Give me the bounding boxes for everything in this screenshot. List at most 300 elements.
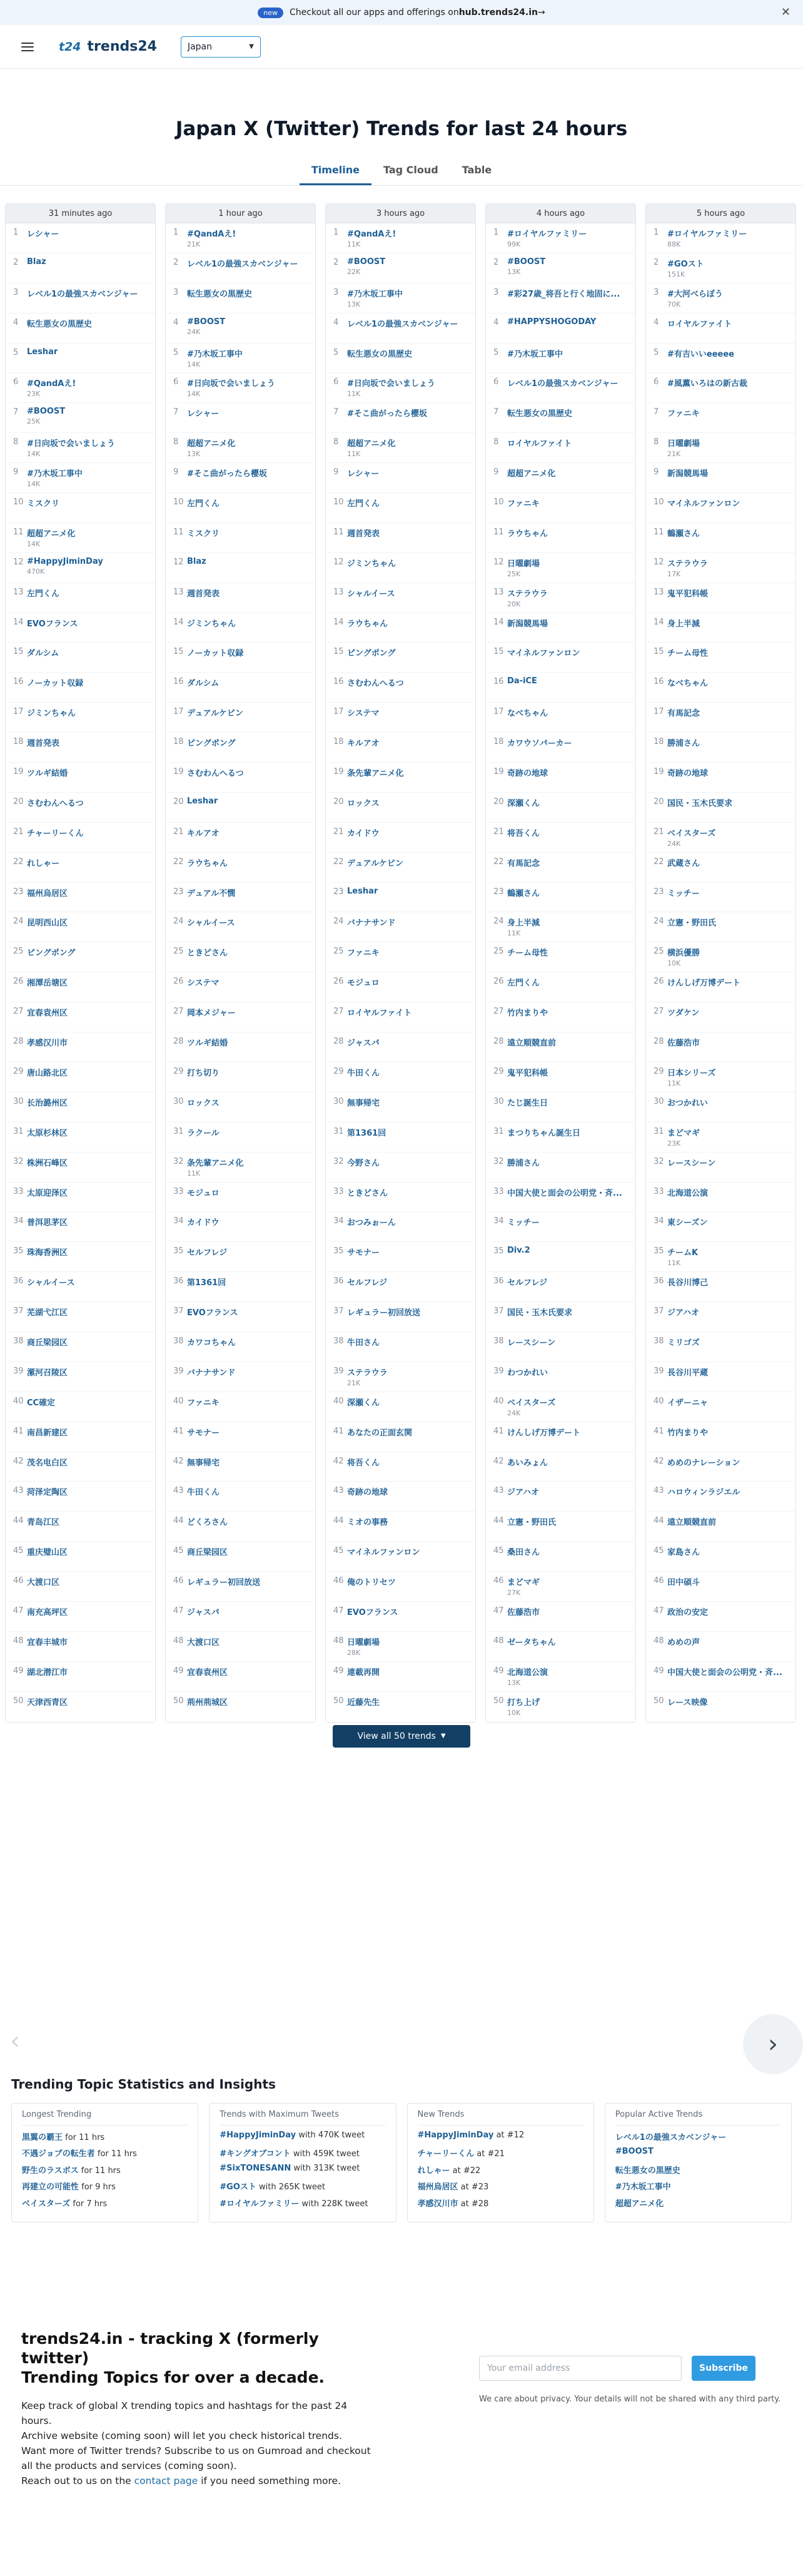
trend-link[interactable]: EVOフランス [27,619,78,629]
stats-trend-link[interactable]: レベル1の最強スカベンジャー [615,2132,727,2142]
stats-trend-link[interactable]: 孝感汉川市 [417,2199,458,2209]
trend-link[interactable]: 遠立順競直前 [667,1518,717,1528]
trend-link[interactable]: 南昌新建区 [27,1428,68,1438]
trend-link[interactable]: 珠海香洲区 [27,1248,68,1258]
footer-text-1: Keep track of global X trending topics and hashtags for the past 24 hours. [21,2400,348,2427]
trend-link[interactable]: なべちゃん [507,709,548,719]
trend-link[interactable]: ラウちゃん [187,858,228,868]
trend-link[interactable]: ツルギ結婚 [27,769,68,779]
trend-link[interactable]: 佐藤浩市 [667,1039,700,1049]
trend-link[interactable]: れしゃー [27,858,60,868]
stats-trend-link[interactable]: 超超アニメ化 [615,2199,664,2209]
trend-link[interactable]: 条先輩アニメ化 [187,1158,244,1168]
trend-link[interactable]: #BOOST [507,257,546,267]
chevron-left-icon[interactable]: ‹ [10,2026,20,2055]
trend-link[interactable]: ミリゴズ [667,1338,700,1348]
trend-link[interactable]: たじ誕生日 [507,1098,548,1108]
trend-link[interactable]: けんしげ万博デート [667,979,741,989]
trend-link[interactable]: 鶴瀬さん [667,529,700,539]
trend-link[interactable]: 佐藤浩市 [507,1607,540,1617]
trend-link[interactable]: #そこ曲がったら櫻坂 [187,469,267,479]
trend-link[interactable]: #日向坂で会いましょう [27,439,115,449]
trend-link[interactable]: 身上半減 [667,619,700,629]
trend-link[interactable]: めめの声 [667,1637,700,1647]
tab-timeline[interactable]: Timeline [300,164,371,185]
trend-link[interactable]: カワウソパーカー [507,739,572,749]
trend-link[interactable]: 政治の安定 [667,1607,709,1617]
trend-link[interactable]: 中国大使と面会の公明党・斉... [667,1667,782,1677]
trend-link[interactable]: 有馬記念 [667,709,700,719]
trend-link[interactable]: 长治潞州区 [27,1098,68,1108]
trend-link[interactable]: ベイスターズ [507,1398,556,1408]
trend-link[interactable]: バナナサンド [187,1368,236,1378]
trend-link[interactable]: 北海道公演 [667,1188,709,1198]
stats-trend-link[interactable]: #SixTONESANN [220,2163,291,2173]
trend-link[interactable]: ノーカット収録 [187,649,244,659]
stats-trend-link[interactable]: ベイスターズ [22,2199,71,2209]
trend-link[interactable]: モジュロ [347,979,380,989]
trend-link[interactable]: Div.2 [507,1246,530,1256]
trend-link[interactable]: #乃木坂工事中 [347,289,403,299]
trend-rank: 4 [493,317,499,327]
trend-link[interactable]: レギュラー初回放送 [187,1578,261,1588]
close-icon[interactable]: ✕ [780,6,790,19]
trend-link[interactable]: 深瀬くん [507,798,540,808]
stats-trend-link[interactable]: 黒翼の覇王 [22,2132,63,2142]
trend-link[interactable]: 将吾くん [507,828,540,838]
trend-item [6,883,155,913]
trend-link[interactable]: ファニキ [667,409,700,419]
trend-link[interactable]: 有馬記念 [507,858,540,868]
trend-link[interactable]: 週首発表 [187,589,220,599]
trend-link[interactable]: ステラウラ [667,559,708,569]
trend-link[interactable]: #GOスト [667,259,704,269]
trend-link[interactable]: 週首発表 [27,739,60,749]
trend-link[interactable]: 牛田くん [347,1068,380,1078]
trend-link[interactable]: 孝感汉川市 [27,1039,68,1049]
trend-link[interactable]: 日曜劇場 [347,1637,380,1647]
trend-link[interactable]: 勝浦さん [667,739,700,749]
stats-suffix: with 470K tweet [296,2130,365,2140]
trend-link[interactable]: セルフレジ [187,1248,228,1258]
trend-link[interactable]: ピングポング [27,949,76,959]
stats-suffix: with 459K tweet [290,2149,360,2159]
trend-link[interactable]: 茂名电白区 [27,1458,68,1468]
trend-link[interactable]: 左門くん [347,499,380,509]
trend-link[interactable]: まつりちゃん誕生日 [507,1128,581,1138]
trend-link[interactable]: #日向坂で会いましょう [347,379,435,389]
trend-link[interactable]: #乃木坂工事中 [507,349,563,359]
stats-trend-link[interactable]: #BOOST [615,2147,654,2157]
trend-link[interactable]: Leshar [27,347,58,357]
trend-link[interactable]: 昆明西山区 [27,919,68,929]
trend-link[interactable]: 宜春袁州区 [27,1009,68,1019]
trend-link[interactable]: 大渡口区 [187,1637,220,1647]
trend-link[interactable]: 超超アニメ化 [187,439,236,449]
trend-link[interactable]: 牛田さん [347,1338,380,1348]
trend-link[interactable]: ジャスパ [347,1039,380,1049]
trend-link[interactable]: Da-iCE [507,676,537,686]
trend-link[interactable]: ファニキ [187,1398,220,1408]
trend-item [166,703,315,733]
trend-link[interactable]: #彩27歳_将吾と行く地固に... [507,289,620,299]
trend-link[interactable]: ファニキ [347,949,380,959]
contact-link[interactable]: contact page [134,2475,198,2487]
trend-link[interactable]: 菏泽定陶区 [27,1488,68,1498]
trend-link[interactable]: 無事帰宅 [347,1098,380,1108]
trend-link[interactable]: 唐山路北区 [27,1068,68,1078]
trend-link[interactable]: #日向坂で会いましょう [187,379,275,389]
trend-link[interactable]: 立憲・野田氏 [507,1518,557,1528]
trend-link[interactable]: レベル1の最強スカベンジャー [187,259,298,269]
trend-link[interactable]: 家島さん [667,1548,700,1558]
trend-link[interactable]: イザーニャ [667,1398,709,1408]
trend-link[interactable]: 商丘梁园区 [187,1548,228,1558]
trend-link[interactable]: ピングポング [187,739,236,749]
tab-table[interactable]: Table [462,164,492,176]
trend-link[interactable]: 日曜劇場 [667,439,700,449]
trend-link[interactable]: 東シーズン [667,1218,708,1228]
trend-link[interactable]: #そこ曲がったら櫻坂 [347,409,427,419]
trend-link[interactable]: Blaz [187,556,206,566]
trend-link[interactable]: 漯河召陵区 [27,1368,68,1378]
trend-link[interactable]: ラクール [187,1128,220,1138]
trend-link[interactable]: ダルシム [187,679,220,689]
trend-link[interactable]: シャルイース [347,589,395,599]
trend-link[interactable]: #大河べらぼう [667,289,723,299]
stats-trend-link[interactable]: れしゃー [417,2166,450,2176]
trend-link[interactable]: ミスクリ [187,529,220,539]
trend-link[interactable]: 身上半減 [507,919,540,929]
trend-link[interactable]: 竹内まりや [667,1428,709,1438]
trend-link[interactable]: マイネルファンロン [507,649,580,659]
trend-link[interactable]: 青岛江区 [27,1518,60,1528]
trend-link[interactable]: #HappyJiminDay [27,556,103,566]
stats-trend-link[interactable]: #HappyJiminDay [220,2130,296,2140]
trend-link[interactable]: ミオの事務 [347,1518,388,1528]
trend-link[interactable]: マイネルファンロン [347,1548,420,1558]
trend-link[interactable]: 鬼平犯科帳 [667,589,709,599]
trend-link[interactable]: さむわんへるつ [27,798,84,808]
chevron-right-icon[interactable]: › [743,2014,803,2074]
trend-link[interactable]: #BOOST [347,257,386,267]
trend-link[interactable]: 俺のトリセツ [347,1578,396,1588]
trend-link[interactable]: チーム母性 [507,949,548,959]
trend-link[interactable]: チームK [667,1248,699,1258]
trend-link[interactable]: おつみぉーん [347,1218,396,1228]
trend-link[interactable]: セルフレジ [507,1278,548,1288]
trend-link[interactable]: カイドウ [187,1218,220,1228]
trend-link[interactable]: おつかれい [667,1098,708,1108]
trend-link[interactable]: 連載再開 [347,1667,380,1677]
trend-link[interactable]: 今野さん [347,1158,380,1168]
trend-link[interactable]: まどマギ [667,1128,700,1138]
trend-link[interactable]: なべちゃん [667,679,709,689]
trend-link[interactable]: チーム母性 [667,649,709,659]
trend-link[interactable]: 転生悪女の黒歴史 [347,349,413,359]
trend-link[interactable]: 太原迎泽区 [27,1188,68,1198]
trend-link[interactable]: ロイヤルファイト [347,1009,412,1019]
trend-link[interactable]: 近藤先生 [347,1698,380,1708]
tab-tag-cloud[interactable]: Tag Cloud [383,164,438,176]
trend-link[interactable]: ラウちゃん [507,529,548,539]
view-all-button[interactable] [333,1725,470,1748]
trend-link[interactable]: #風薫いろはの新古裁 [667,379,747,389]
trend-link[interactable]: 遠立順競直前 [507,1039,557,1049]
trend-link[interactable]: Leshar [187,796,218,806]
trend-link[interactable]: ツルギ結婚 [187,1039,228,1049]
trend-link[interactable]: レースシーン [667,1158,716,1168]
trend-link[interactable]: デュアル不憫 [187,888,236,899]
trend-link[interactable]: ラウちゃん [347,619,388,629]
trend-link[interactable]: 奇跡の地球 [667,769,709,779]
trend-link[interactable]: シャルイース [27,1278,75,1288]
trend-link[interactable]: ファニキ [507,499,540,509]
trend-link[interactable]: 普洱思茅区 [27,1218,68,1228]
trend-link[interactable]: まどマギ [507,1578,540,1588]
trend-link[interactable]: 奇跡の地球 [347,1488,388,1498]
trend-link[interactable]: 長谷川平蔵 [667,1368,709,1378]
trend-link[interactable]: 鬼平犯科帳 [507,1068,548,1078]
trend-link[interactable]: レシャー [187,409,220,419]
trend-link[interactable]: 国民・玉木氏要求 [667,798,733,808]
trend-link[interactable]: 左門くん [27,589,60,599]
stats-trend-link[interactable]: #キングオブコント [220,2149,291,2159]
trend-link[interactable]: 田中碩斗 [667,1578,700,1588]
trend-link[interactable]: ミスクリ [27,499,60,509]
stats-trend-link[interactable]: 福州烏居区 [417,2182,458,2192]
trend-link[interactable]: あなたの正面玄関 [347,1428,413,1438]
trend-link[interactable]: 大渡口区 [27,1578,60,1588]
footer-heading-line2: Trending Topics for over a decade. [21,2368,325,2387]
trend-link[interactable]: バナナサンド [347,919,396,929]
trend-link[interactable]: ステラウラ [507,589,548,599]
trend-link[interactable]: 天津西青区 [27,1698,68,1708]
trend-link[interactable]: ツダケン [667,1009,700,1019]
hub-link[interactable]: hub.trends24.in [458,8,538,18]
trend-link[interactable]: レース映像 [667,1698,708,1708]
trend-link[interactable]: #乃木坂工事中 [187,349,243,359]
trend-link[interactable]: 転生悪女の黒歴史 [27,319,93,329]
trend-link[interactable]: #QandAえ! [187,230,236,239]
trend-link[interactable]: 奇跡の地球 [507,769,548,779]
trend-link[interactable]: システマ [347,709,380,719]
trend-link[interactable]: ときどさん [187,949,228,959]
trend-link[interactable]: 株洲石峰区 [27,1158,68,1168]
trend-link[interactable]: 超超アニメ化 [347,439,396,449]
trend-link[interactable]: Leshar [347,886,378,896]
trend-rank: 47 [654,1606,664,1616]
trend-link[interactable]: 週首発表 [347,529,380,539]
trend-link[interactable]: 桑田さん [507,1548,540,1558]
menu-icon[interactable] [21,43,34,51]
trend-link[interactable]: マイネルファンロン [667,499,740,509]
trend-link[interactable]: ミッチー [507,1218,540,1228]
trend-link[interactable]: #QandAえ! [27,379,76,389]
stats-suffix: for 9 hrs [79,2182,116,2192]
stats-trend-link[interactable]: #乃木坂工事中 [615,2182,671,2192]
trend-link[interactable]: キルアオ [347,739,380,749]
trend-link[interactable]: セルフレジ [347,1278,388,1288]
trend-link[interactable]: 第1361回 [347,1128,386,1138]
trend-link[interactable]: 左門くん [187,499,220,509]
trend-link[interactable]: デュアルケビン [347,858,403,868]
trend-link[interactable]: レベル1の最強スカベンジャー [347,319,458,329]
trend-link[interactable]: チャーリーくん [27,828,84,838]
trend-link[interactable]: ジミンちゃん [347,559,396,569]
trend-rank: 20 [13,797,24,807]
trend-link[interactable]: ハロウィンラジエル [667,1488,740,1498]
trend-link[interactable]: 太原杉林区 [27,1128,68,1138]
trend-link[interactable]: 深瀬くん [347,1398,380,1408]
trend-link[interactable]: あいみょん [507,1458,548,1468]
trend-link[interactable]: デュアルケビン [187,709,243,719]
trend-link[interactable]: 竹内まりや [507,1009,548,1019]
trend-link[interactable]: ベイスターズ [667,828,716,838]
trend-rank: 11 [333,527,344,537]
trend-link[interactable]: キルアオ [187,828,220,838]
trend-link[interactable]: 宜春袁州区 [187,1667,228,1677]
trend-link[interactable]: めめのナレーション [667,1458,740,1468]
trend-link[interactable]: サモナー [187,1428,220,1438]
trend-link[interactable]: 条先輩アニメ化 [347,769,404,779]
trend-link[interactable]: 長谷川博己 [667,1278,709,1288]
stats-trend-link[interactable]: #HappyJiminDay [417,2130,494,2140]
trend-link[interactable]: 岡本メジャー [187,1009,236,1019]
stats-trend-link[interactable]: 転生悪女の黒歴史 [615,2166,680,2176]
trend-link[interactable]: 武蔵さん [667,858,700,868]
trend-link[interactable]: ジアハオ [507,1488,539,1498]
trend-link[interactable]: シャルイース [187,919,235,929]
trend-link[interactable]: 打ち上げ [507,1698,540,1708]
trend-link[interactable]: 第1361回 [187,1278,226,1288]
trend-link[interactable]: カイドウ [347,828,380,838]
trend-link[interactable]: レベル1の最強スカベンジャー [27,289,138,299]
trend-link[interactable]: #QandAえ! [347,230,396,239]
trend-link[interactable]: #BOOST [187,317,226,327]
trend-link[interactable]: EVOフランス [347,1607,398,1617]
trend-link[interactable]: レシャー [347,469,380,479]
trend-link[interactable]: 湘潭岳塘区 [27,979,68,989]
trend-link[interactable]: ゼータちゃん [507,1637,556,1647]
stats-trend-link[interactable]: #ロイヤルファミリー [220,2199,300,2209]
trend-link[interactable]: レシャー [27,230,59,239]
trend-link[interactable]: ジャスパ [187,1607,220,1617]
stats-trend-link[interactable]: 野生のラスボス [22,2166,79,2176]
trend-link[interactable]: #有吉いいeeeee [667,349,734,359]
trend-link[interactable]: ジアハオ [667,1308,699,1318]
trend-link[interactable]: 国民・玉木氏要求 [507,1308,573,1318]
trend-link[interactable]: 日本シリーズ [667,1068,716,1078]
trend-link[interactable]: 荊州荊城区 [187,1698,228,1708]
trend-link[interactable]: #乃木坂工事中 [27,469,83,479]
trend-link[interactable]: サモナー [347,1248,380,1258]
trend-link[interactable]: 超超アニメ化 [27,529,76,539]
trend-link[interactable]: 超超アニメ化 [507,469,556,479]
trend-link[interactable]: 打ち切り [187,1068,220,1078]
trend-link[interactable]: 新潟競馬場 [507,619,548,629]
trend-link[interactable]: さむわんへるつ [347,679,404,689]
logo[interactable] [59,39,157,54]
trend-link[interactable]: ジミンちゃん [27,709,76,719]
stats-trend-link[interactable]: 再建立の可能性 [22,2182,79,2192]
stats-trend-link[interactable]: 不遇ジョブの転生者 [22,2149,95,2159]
trend-rank: 40 [13,1396,24,1406]
trend-link[interactable]: 無事帰宅 [187,1458,220,1468]
stats-trend-link[interactable]: チャーリーくん [417,2149,475,2159]
trend-link[interactable]: #ロイヤルファミリー [507,230,587,239]
trend-link[interactable]: CC確定 [27,1398,56,1408]
trend-link[interactable]: 左門くん [507,979,540,989]
trend-link[interactable]: さむわんへるつ [187,769,244,779]
trend-link[interactable]: 横浜優勝 [667,949,700,959]
trend-link[interactable]: #ロイヤルファミリー [667,230,747,239]
trend-link[interactable]: ミッチー [667,888,700,899]
trend-link[interactable]: 将吾くん [347,1458,380,1468]
trend-link[interactable]: 転生悪女の黒歴史 [187,289,253,299]
trend-link[interactable]: #HAPPYSHOGODAY [507,317,597,327]
trend-link[interactable]: 湖北潜江市 [27,1667,68,1677]
trend-link[interactable]: ステラウラ [347,1368,388,1378]
trend-link[interactable]: ロックス [347,798,380,808]
trend-item [646,1572,795,1602]
trend-link[interactable]: ロックス [187,1098,220,1108]
trend-link[interactable]: ジミンちゃん [187,619,236,629]
trend-link[interactable]: ピングポング [347,649,396,659]
trend-link[interactable]: EVOフランス [187,1308,238,1318]
trend-link[interactable]: 勝浦さん [507,1158,540,1168]
trend-link[interactable]: けんしげ万博デート [507,1428,581,1438]
stats-trend-link[interactable]: #GOスト [220,2182,256,2192]
trend-link[interactable]: 牛田くん [187,1488,220,1498]
trend-link[interactable]: 北海道公演 [507,1667,548,1677]
trend-link[interactable]: ロイヤルファイト [667,319,732,329]
trend-link[interactable]: どくろさん [187,1518,228,1528]
trend-link[interactable]: 重庆璧山区 [27,1548,68,1558]
trend-link[interactable]: ダルシム [27,649,59,659]
trend-link[interactable]: 芜湖弋江区 [27,1308,68,1318]
trend-link[interactable]: 南充高坪区 [27,1607,68,1617]
trend-link[interactable]: 中国大使と面会の公明党・斉... [507,1188,622,1198]
subscribe-button[interactable]: Subscribe [692,2356,755,2381]
trend-link[interactable]: ときどさん [347,1188,388,1198]
email-field[interactable]: Your email address [479,2356,682,2381]
trend-link[interactable]: レースシーン [507,1338,556,1348]
trend-link[interactable]: 日曜劇場 [507,559,540,569]
trend-link[interactable]: 転生悪女の黒歴史 [507,409,573,419]
trend-link[interactable]: 鶴瀬さん [507,888,540,899]
trend-rank: 31 [13,1126,24,1136]
trend-link[interactable]: ノーカット収録 [27,679,84,689]
trend-link[interactable]: 商丘梁园区 [27,1338,68,1348]
trend-link[interactable]: 立憲・野田氏 [667,919,717,929]
trend-item [166,1632,315,1662]
trend-link[interactable]: レベル1の最強スカベンジャー [507,379,619,389]
trend-link[interactable]: カワコちゃん [187,1338,236,1348]
trend-link[interactable]: #BOOST [27,407,66,417]
trend-link[interactable]: ロイヤルファイト [507,439,572,449]
trend-link[interactable]: 福州烏居区 [27,888,68,899]
country-select[interactable] [181,36,261,58]
stats-row [220,2164,385,2181]
trend-link[interactable]: 新潟競馬場 [667,469,709,479]
trend-link[interactable]: モジュロ [187,1188,220,1198]
trend-link[interactable]: 宜春丰城市 [27,1637,68,1647]
trend-link[interactable]: わつかれい [507,1368,548,1378]
trend-link[interactable]: システマ [187,979,220,989]
trend-link[interactable]: Blaz [27,257,46,267]
trend-link[interactable]: レギュラー初回放送 [347,1308,421,1318]
